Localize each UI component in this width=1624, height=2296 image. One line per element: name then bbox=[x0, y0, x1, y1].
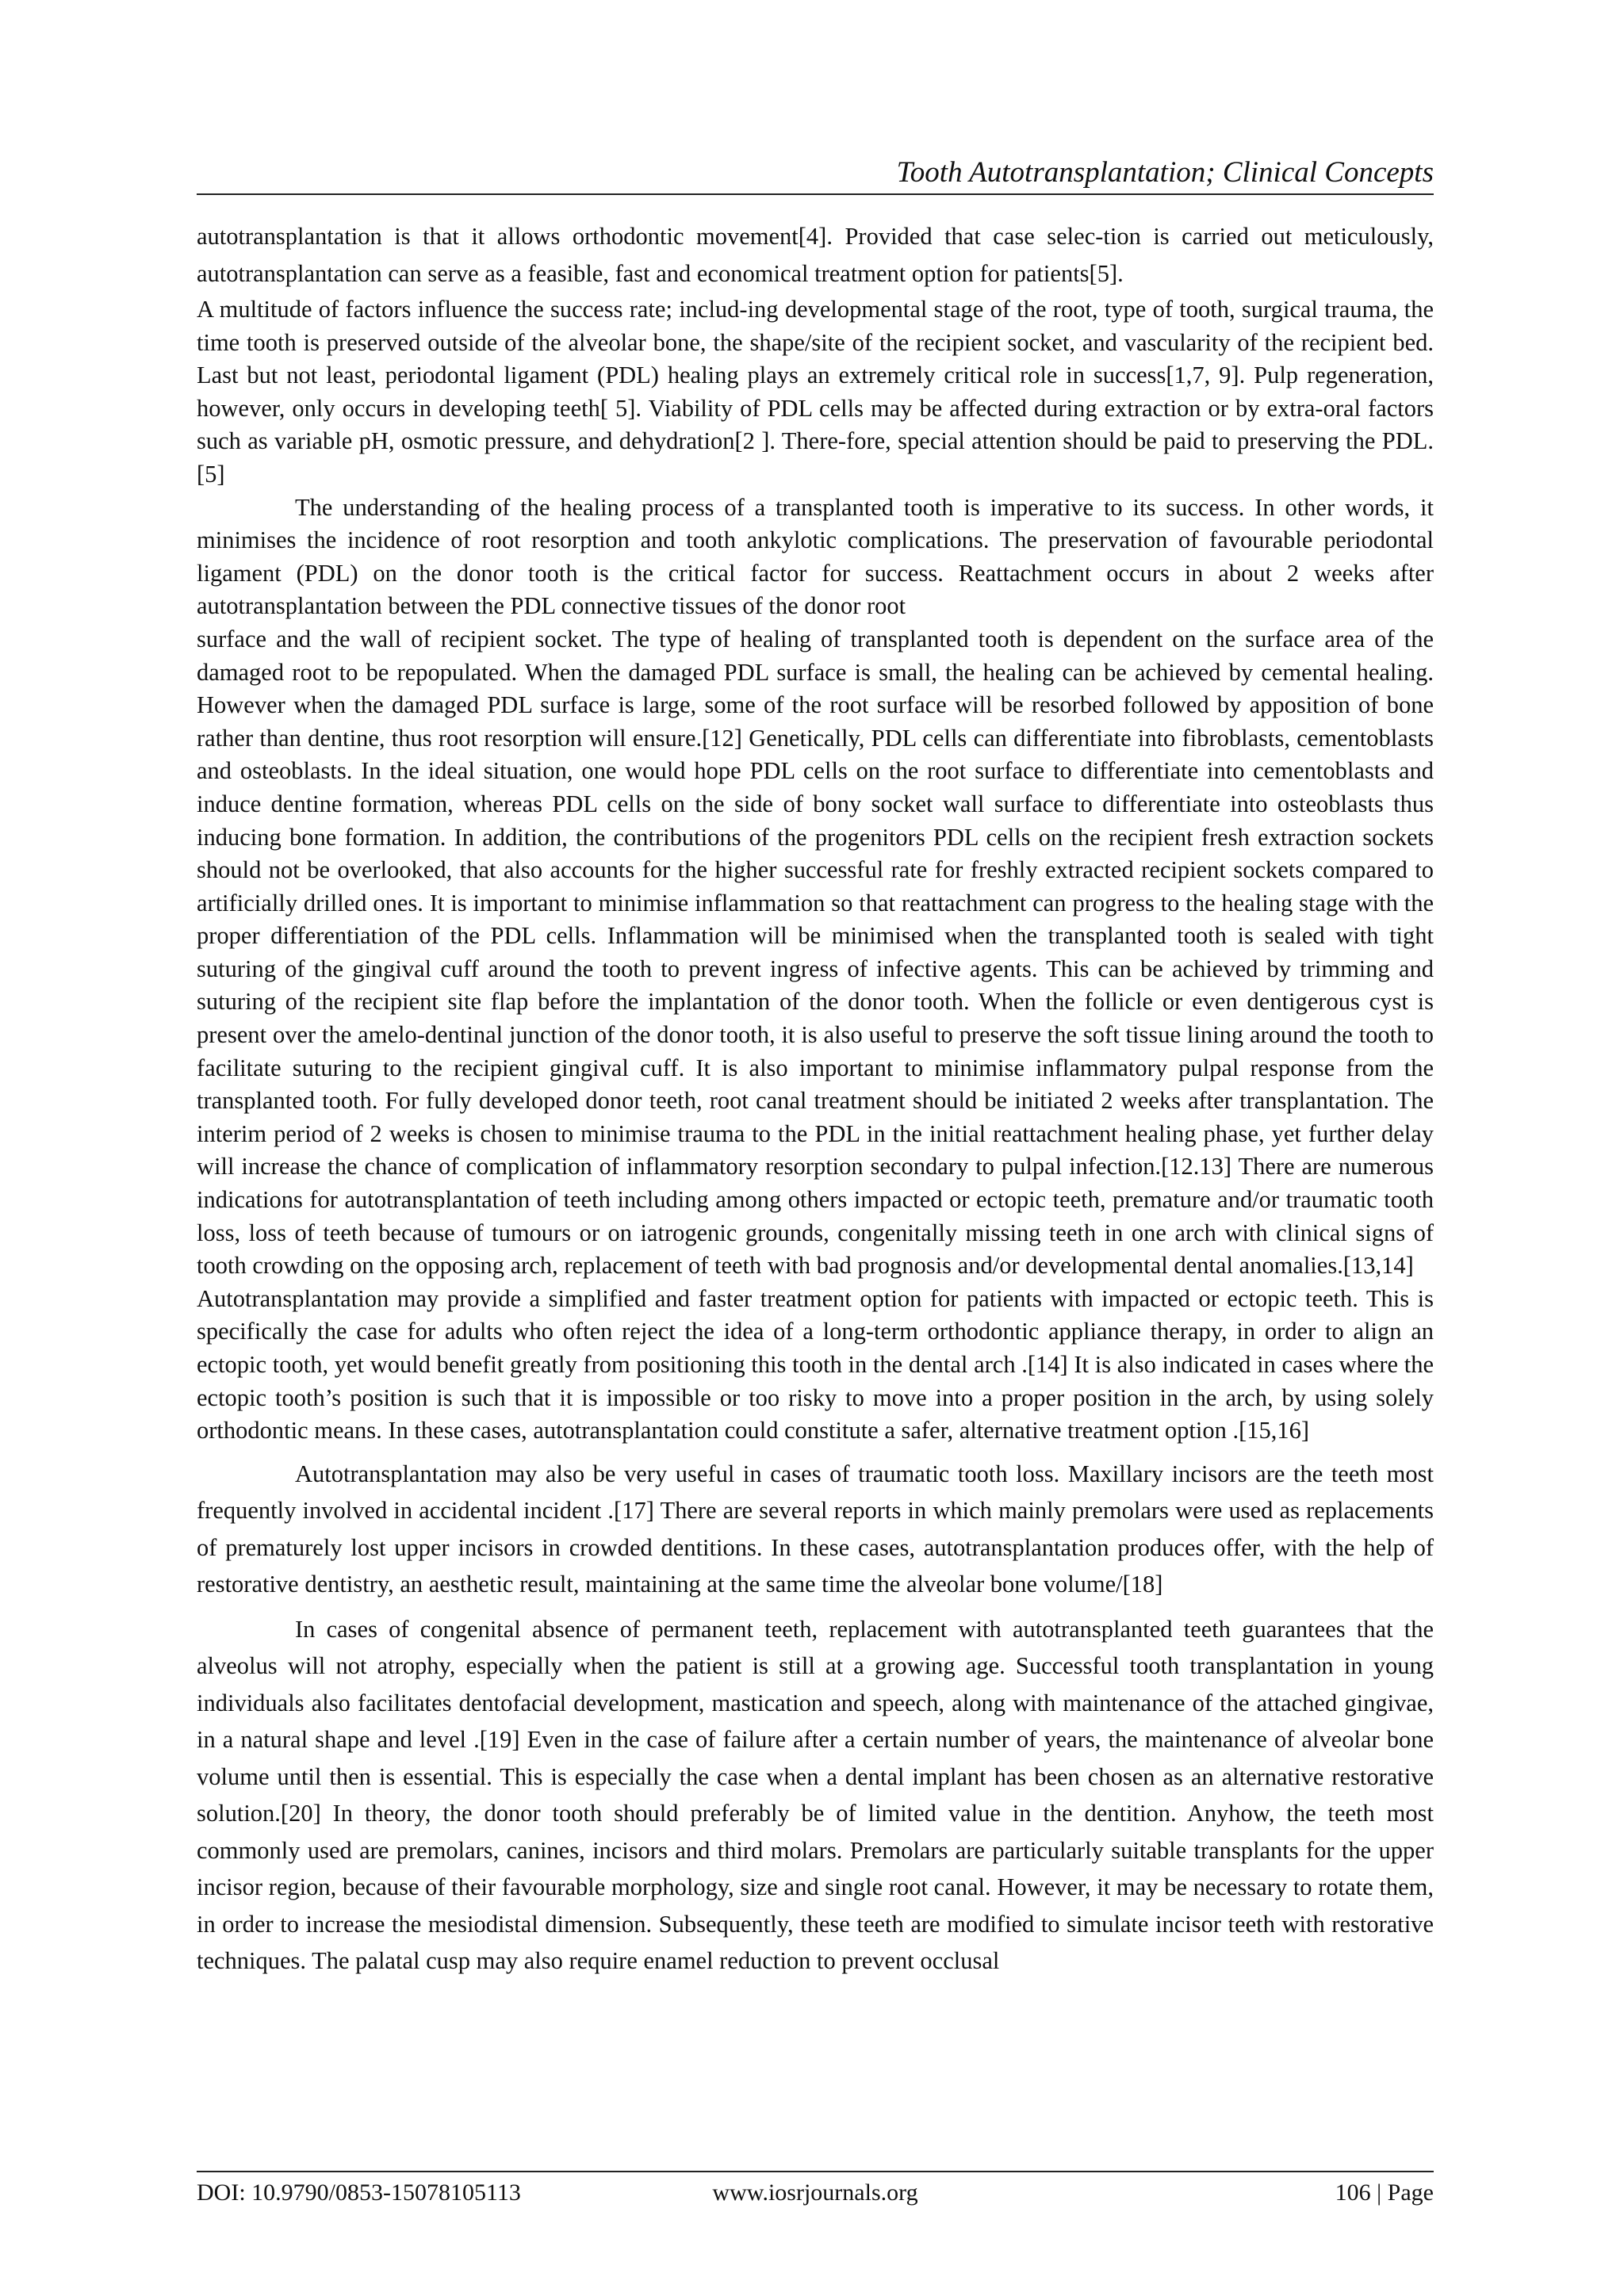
body-paragraph-1: autotransplantation is that it allows orthodontic movement[4]. Provided that case selec-tion is carried out meticulously, autotransplantation can serve as a feasible, fast and economical treatment option for patients[5]. bbox=[197, 223, 1434, 287]
running-header bbox=[197, 155, 1434, 195]
article-body bbox=[197, 218, 1434, 1980]
running-title: Tooth Autotransplantation; Clinical Concepts bbox=[896, 156, 1434, 189]
footer-page-number: 106 | Page bbox=[1335, 2179, 1434, 2206]
footer-doi: DOI: 10.9790/0853-15078105113 bbox=[197, 2179, 521, 2206]
body-paragraph-6: Autotransplantation may also be very useful in cases of traumatic tooth loss. Maxillary incisors are the teeth most frequently involved in accidental incident .[17] There are several reports in which mainly premolars were used as replacements of prematurely lost upper incisors in crowded dentitions. In these cases, autotransplantation produces offer, with the help of restorative dentistry, an aesthetic result, maintaining at the same time the alveolar bone volume/[18] bbox=[197, 1460, 1434, 1598]
body-paragraph-2: A multitude of factors influence the success rate; includ-ing developmental stage of the root, type of tooth, surgical trauma, the time tooth is preserved outside of the alveolar bone, the shape/site of the recipient socket, and vascularity of the recipient bed. Last but not least, periodontal ligament (PDL) healing plays an extremely critical role in success[1,7, 9]. Pulp regeneration, however, only occurs in developing teeth[ 5]. Viability of PDL cells may be affected during extraction or by extra-oral factors such as variable pH, osmotic pressure, and dehydration[2 ]. There-fore, special attention should be paid to preserving the PDL.[5] bbox=[197, 296, 1434, 488]
running-footer bbox=[197, 2171, 1434, 2212]
footer-website: www.iosrjournals.org bbox=[712, 2179, 918, 2206]
body-paragraph-7: In cases of congenital absence of permanent teeth, replacement with autotransplanted teeth guarantees that the alveolus will not atrophy, especially when the patient is still at a growing age. Successful tooth transplantation in young individuals also facilitates dentofacial development, mastication and speech, along with maintenance of the attached gingivae, in a natural shape and level .[19] Even in the case of failure after a certain number of years, the maintenance of alveolar bone volume until then is essential. This is especially the case when a dental implant has been chosen as an alternative restorative solution.[20] In theory, the donor tooth should preferably be of limited value in the dentition. Anyhow, the teeth most commonly used are premolars, canines, incisors and third molars. Premolars are particularly suitable transplants for the upper incisor region, because of their favourable morphology, size and single root canal. However, it may be necessary to rotate them, in order to increase the mesiodistal dimension. Subsequently, these teeth are modified to simulate incisor teeth with restorative techniques. The palatal cusp may also require enamel reduction to prevent occlusal bbox=[197, 1615, 1434, 1975]
body-paragraph-4: surface and the wall of recipient socket. The type of healing of transplanted tooth is dependent on the surface area of the damaged root to be repopulated. When the damaged PDL surface is small, the healing can be achieved by cemental healing. However when the damaged PDL surface is large, some of the root surface will be resorbed followed by apposition of bone rather than dentine, thus root resorption will ensure.[12] Genetically, PDL cells can differentiate into fibroblasts, cementoblasts and osteoblasts. In the ideal situation, one would hope PDL cells on the root surface to differentiate into cementoblasts and induce dentine formation, whereas PDL cells on the side of bony socket wall surface to differentiate into osteoblasts thus inducing bone formation. In addition, the contributions of the progenitors PDL cells on the recipient fresh extraction sockets should not be overlooked, that also accounts for the higher successful rate for freshly extracted recipient sockets compared to artificially drilled ones. It is important to minimise inflammation so that reattachment can progress to the healing stage with the proper differentiation of the PDL cells. Inflammation will be minimised when the transplanted tooth is sealed with tight suturing of the gingival cuff around the tooth to prevent ingress of infective agents. This can be achieved by trimming and suturing of the recipient site flap before the implantation of the donor tooth. When the follicle or even dentigerous cyst is present over the amelo-dentinal junction of the donor tooth, it is also useful to preserve the soft tissue lining around the tooth to facilitate suturing to the recipient gingival cuff. It is also important to minimise inflammatory pulpal response from the transplanted tooth. For fully developed donor teeth, root canal treatment should be initiated 2 weeks after transplantation. The interim period of 2 weeks is chosen to minimise trauma to the PDL in the initial reattachment healing phase, yet further delay will increase the chance of complication of inflammatory resorption secondary to pulpal infection.[12.13] There are numerous indications for autotransplantation of teeth including among others impacted or ectopic teeth, premature and/or traumatic tooth loss, loss of teeth because of tumours or on iatrogenic grounds, congenitally missing teeth in one arch with clinical signs of tooth crowding on the opposing arch, replacement of teeth with bad prognosis and/or developmental dental anomalies.[13,14] bbox=[197, 625, 1434, 1280]
body-paragraph-3: The understanding of the healing process of a transplanted tooth is imperative to its success. In other words, it minimises the incidence of root resorption and tooth ankylotic complications. The preservation of favourable periodontal ligament (PDL) on the donor tooth is the critical factor for success. Reattachment occurs in about 2 weeks after autotransplantation between the PDL connective tissues of the donor root bbox=[197, 493, 1434, 620]
body-paragraph-5: Autotransplantation may provide a simplified and faster treatment option for patients with impacted or ectopic teeth. This is specifically the case for adults who often reject the idea of a long-term orthodontic appliance therapy, in order to align an ectopic tooth, yet would benefit greatly from positioning this tooth in the dental arch .[14] It is also indicated in cases where the ectopic tooth’s position is such that it is impossible or too risky to move into a proper position in the arch, by using solely orthodontic means. In these cases, autotransplantation could constitute a safer, alternative treatment option .[15,16] bbox=[197, 1284, 1434, 1445]
